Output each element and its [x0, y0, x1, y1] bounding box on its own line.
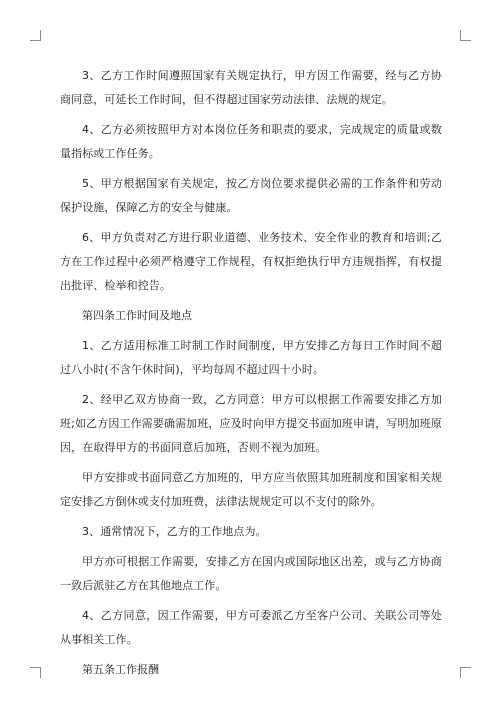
paragraph-work-location: 3、通常情况下，乙方的工作地点为。 — [82, 525, 267, 538]
crop-mark-top-right — [460, 30, 471, 41]
paragraph-clause-4-duties: 4、乙方必须按照甲方对本岗位任务和职责的要求，完成规定的质量或数量指标或工作任务。 — [60, 123, 442, 160]
paragraph-clause-6-training: 6、甲方负责对乙方进行职业道德、业务技术、安全作业的教育和培训;乙方在工作过程中必须严格遵守工作规程，有权拒绝执行甲方违规指挥，有权提出批评、检举和控告。 — [60, 231, 442, 292]
document-body — [60, 64, 442, 688]
paragraph-standard-hours: 1、乙方适用标准工时制工作时间制度，甲方安排乙方每日工作时间不超过八小时(不含午休时间)，平均每周不超过四十小时。 — [60, 339, 442, 376]
paragraph-business-travel: 甲方亦可根据工作需要，安排乙方在国内或国际地区出差，或与乙方协商一致后派驻乙方在其他地点工作。 — [60, 555, 442, 592]
section-heading-article-5: 第五条工作报酬 — [82, 663, 159, 676]
crop-mark-top-left — [30, 30, 41, 41]
paragraph-overtime-compensation: 甲方安排或书面同意乙方加班的，甲方应当依照其加班制度和国家相关规定安排乙方倒休或支付加班费，法律法规规定可以不支付的除外。 — [60, 471, 442, 508]
paragraph-clause-3-work-hours: 3、乙方工作时间遵照国家有关规定执行，甲方因工作需要，经与乙方协商同意，可延长工作时间，但不得超过国家劳动法律、法规的规定。 — [60, 69, 442, 106]
section-heading-article-4: 第四条工作时间及地点 — [82, 309, 192, 322]
paragraph-clause-5-safety: 5、甲方根据国家有关规定，按乙方岗位要求提供必需的工作条件和劳动保护设施，保障乙方的安全与健康。 — [60, 177, 442, 214]
crop-mark-bottom-left — [30, 667, 41, 678]
paragraph-overtime: 2、经甲乙双方协商一致，乙方同意：甲方可以根据工作需要安排乙方加班;如乙方因工作需要确需加班，应及时向甲方提交书面加班申请，写明加班原因，在取得甲方的书面同意后加班，否则不视为加班。 — [60, 393, 442, 454]
crop-mark-bottom-right — [460, 667, 471, 678]
paragraph-assignment: 4、乙方同意，因工作需要，甲方可委派乙方至客户公司、关联公司等处从事相关工作。 — [60, 609, 442, 646]
